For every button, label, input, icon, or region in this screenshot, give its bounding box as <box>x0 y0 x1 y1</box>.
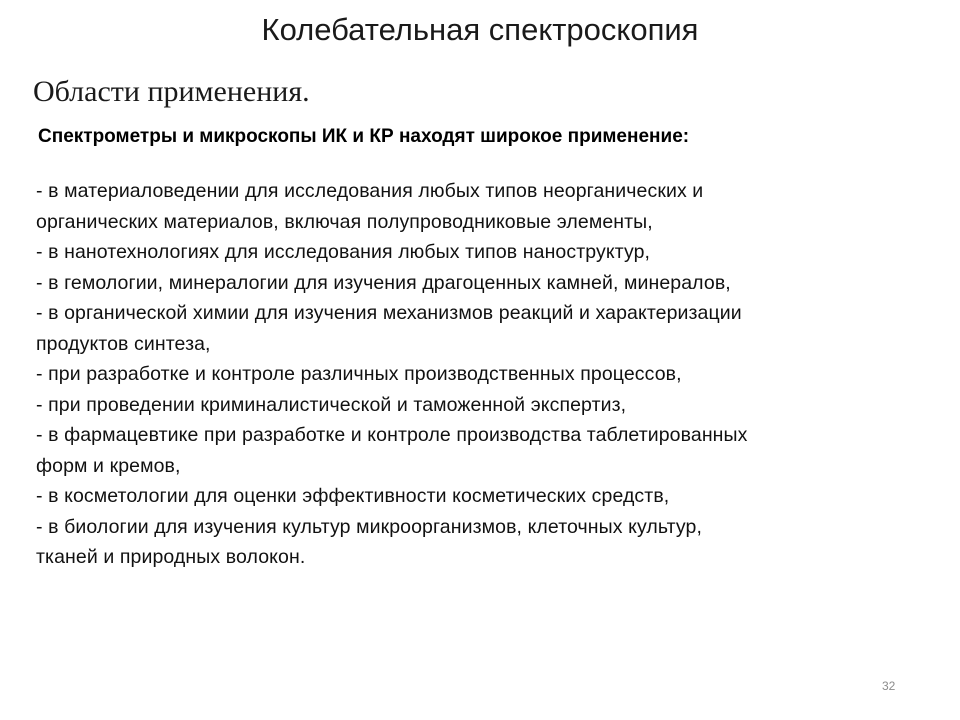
list-line: - в косметологии для оценки эффективности косметических средств, <box>36 485 670 507</box>
list-line: - при проведении криминалистической и таможенной экспертиз, <box>36 393 627 416</box>
list-line: - в биологии для изучения культур микроорганизмов, клеточных культур, <box>36 515 702 538</box>
list-line: - в нанотехнологиях для исследования любых типов наноструктур, <box>36 241 651 263</box>
list-line: - в гемологии, минералогии для изучения драгоценных камней, минералов, <box>36 271 731 294</box>
page-number: 32 <box>882 679 896 693</box>
list-line: - в материаловедении для исследования любых типов неорганических и <box>36 180 704 202</box>
list-line: форм и кремов, <box>36 454 181 477</box>
section-subtitle: Области применения. <box>33 75 310 108</box>
list-line: - в фармацевтике при разработке и контроле производства таблетированных <box>36 424 748 446</box>
applications-list <box>36 176 926 573</box>
list-line: - при разработке и контроле различных производственных процессов, <box>36 363 682 385</box>
list-line: тканей и природных волокон. <box>36 546 306 568</box>
intro-text: Спектрометры и микроскопы ИК и КР находят широкое применение: <box>38 126 690 147</box>
list-line: органических материалов, включая полупроводниковые элементы, <box>36 210 653 233</box>
slide-title: Колебательная спектроскопия <box>261 12 699 47</box>
list-line: продуктов синтеза, <box>36 332 211 355</box>
list-line: - в органической химии для изучения механизмов реакций и характеризации <box>36 302 742 324</box>
